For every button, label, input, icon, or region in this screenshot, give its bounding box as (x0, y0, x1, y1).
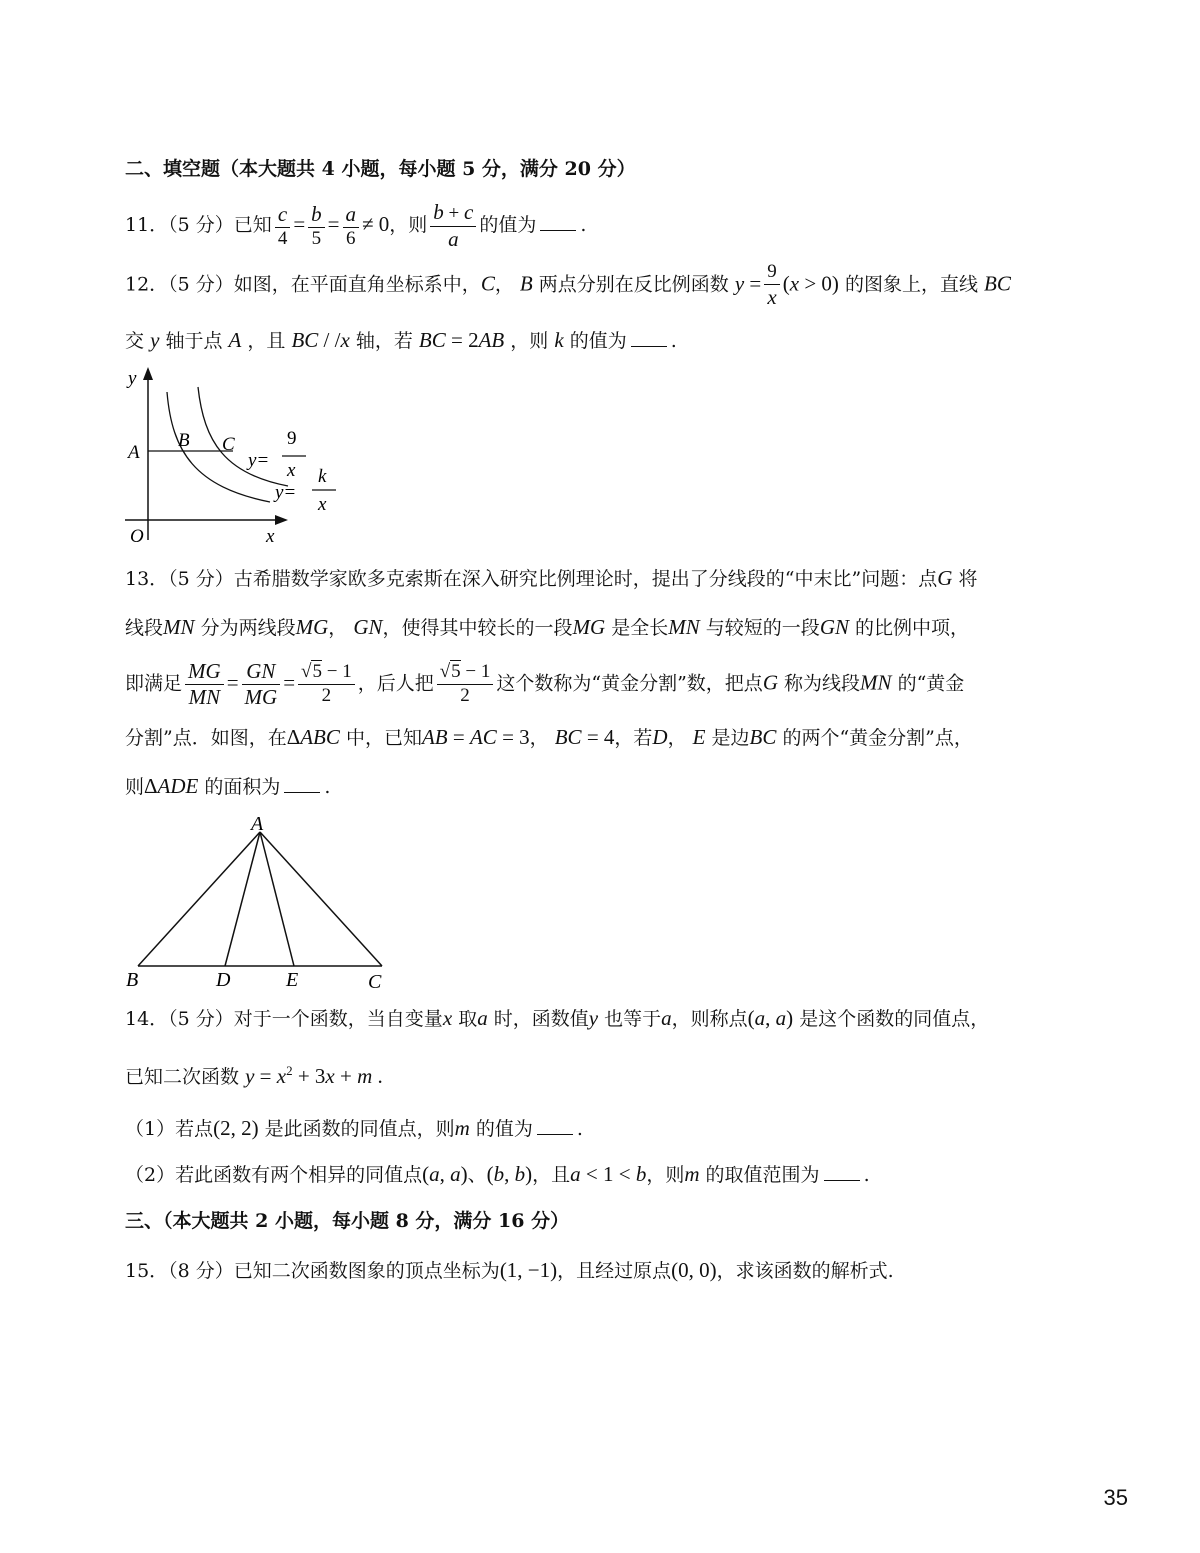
label-o: O (130, 526, 144, 547)
eq1-lhs: y= (248, 450, 270, 471)
label-e: E (286, 969, 299, 991)
question-14-part-2: （2）若此函数有两个相异的同值点(a, a)、(b, b)，且a < 1 < b，则m 的取值范围为 . (125, 1162, 870, 1186)
question-15: 15．（8 分）已知二次函数图象的顶点坐标为(1, −1)，且经过原点(0, 0)，求该函数的解析式. (125, 1258, 894, 1282)
question-13-line-2: 线段MN 分为两线段MG， GN，使得其中较长的一段MG 是全长MN 与较短的一段GN 的比例中项， (125, 615, 970, 639)
eq2-lhs: y= (275, 482, 297, 503)
question-12-line-1: 12．（5 分）如图，在平面直角坐标系中，C， B 两点分别在反比例函数 y = $\frac{9}{x}$ (x > 0) 的图象上，直线 BC (125, 261, 1011, 309)
eq2-numerator: k (318, 466, 327, 487)
section-title: 二、填空题（本大题共 4 小题，每小题 5 分，满分 20 分） (125, 158, 636, 180)
fraction-mg-mn: $\frac{MG}{MN}$ (185, 660, 224, 709)
eq1-numerator: 9 (287, 428, 297, 449)
answer-blank (537, 1120, 573, 1135)
question-14-line-2: 已知二次函数 $y = x^2 + 3x + m$ . (125, 1063, 383, 1088)
question-13-line-4: 分割”点．如图，在ΔABC 中，已知AB = AC = 3， BC = 4，若D， E 是边BC 的两个“黄金分割”点， (125, 725, 973, 749)
eq1-denominator: x (287, 460, 296, 481)
question-14-part-1: （1）若点(2, 2) 是此函数的同值点，则m 的值为 . (125, 1116, 583, 1140)
page-number: 35 (1103, 1485, 1128, 1510)
label-a: A (128, 442, 140, 463)
question-13-line-1: 13．（5 分）古希腊数学家欧多克索斯在深入研究比例理论时，提出了分线段的“中末比”问题：点G 将 (125, 566, 978, 590)
segment-ab (138, 832, 260, 966)
answer-blank (284, 778, 320, 793)
label-y: y (128, 368, 137, 389)
fraction-9-x: $\frac{9}{x}$ (764, 262, 780, 309)
label-x: x (266, 526, 275, 547)
segment-ae (260, 832, 294, 966)
eq2-denominator: x (318, 494, 327, 515)
label-c: C (222, 434, 235, 455)
y-axis-arrow (143, 367, 153, 380)
fraction-gn-mg: $\frac{GN}{MG}$ (242, 660, 281, 709)
fraction-c-4: $\frac{c}{4}$ (275, 203, 291, 250)
fraction-golden-ratio: $\frac{√5 - 1}{2}$ (298, 662, 355, 707)
question-13-line-3: 即满足 $\frac{MG}{MN}$ = $\frac{GN}{MG}$ = $\frac{√5 - 1}{2}$ ，后人把 $\frac{√5 - 1}{2}$ 这个数称为“黄金分割”数，把点G 称为线段MN 的“黄金 (125, 659, 965, 710)
question-13-line-5: 则ΔADE 的面积为 . (125, 774, 331, 798)
figure-13-triangle (120, 808, 400, 993)
answer-blank (824, 1166, 860, 1181)
answer-blank (540, 216, 576, 231)
fraction-a-6: $\frac{a}{6}$ (343, 203, 360, 250)
question-11: 11．（5 分）已知 $\frac{c}{4}$ = $\frac{b}{5}$ = $\frac{a}{6}$ ≠ 0，则 $\frac{b + c}{a}$ 的值为 . (125, 200, 587, 251)
fraction-bc-a: $\frac{b + c}{a}$ (430, 201, 476, 251)
label-a: A (251, 813, 264, 835)
question-12-line-2: 交 y 轴于点 A ，且 BC / /x 轴，若 BC = 2AB ，则 k 的值为 . (125, 328, 677, 352)
section-title: 三、（本大题共 2 小题，每小题 8 分，满分 16 分） (125, 1210, 570, 1232)
answer-blank (631, 332, 667, 347)
label-b: B (178, 430, 190, 451)
figure-12-graph (120, 362, 350, 552)
label-b: B (126, 969, 139, 991)
label-d: D (216, 969, 231, 991)
label-c: C (368, 971, 382, 993)
fraction-golden-ratio-2: $\frac{√5 - 1}{2}$ (437, 662, 494, 707)
x-axis-arrow (275, 515, 288, 525)
segment-ac (260, 832, 382, 966)
question-14-line-1: 14．（5 分）对于一个函数，当自变量x 取a 时，函数值y 也等于a，则称点(a, a) 是这个函数的同值点， (125, 1006, 990, 1030)
fraction-b-5: $\frac{b}{5}$ (308, 203, 325, 250)
curve-k-over-x (198, 387, 288, 486)
